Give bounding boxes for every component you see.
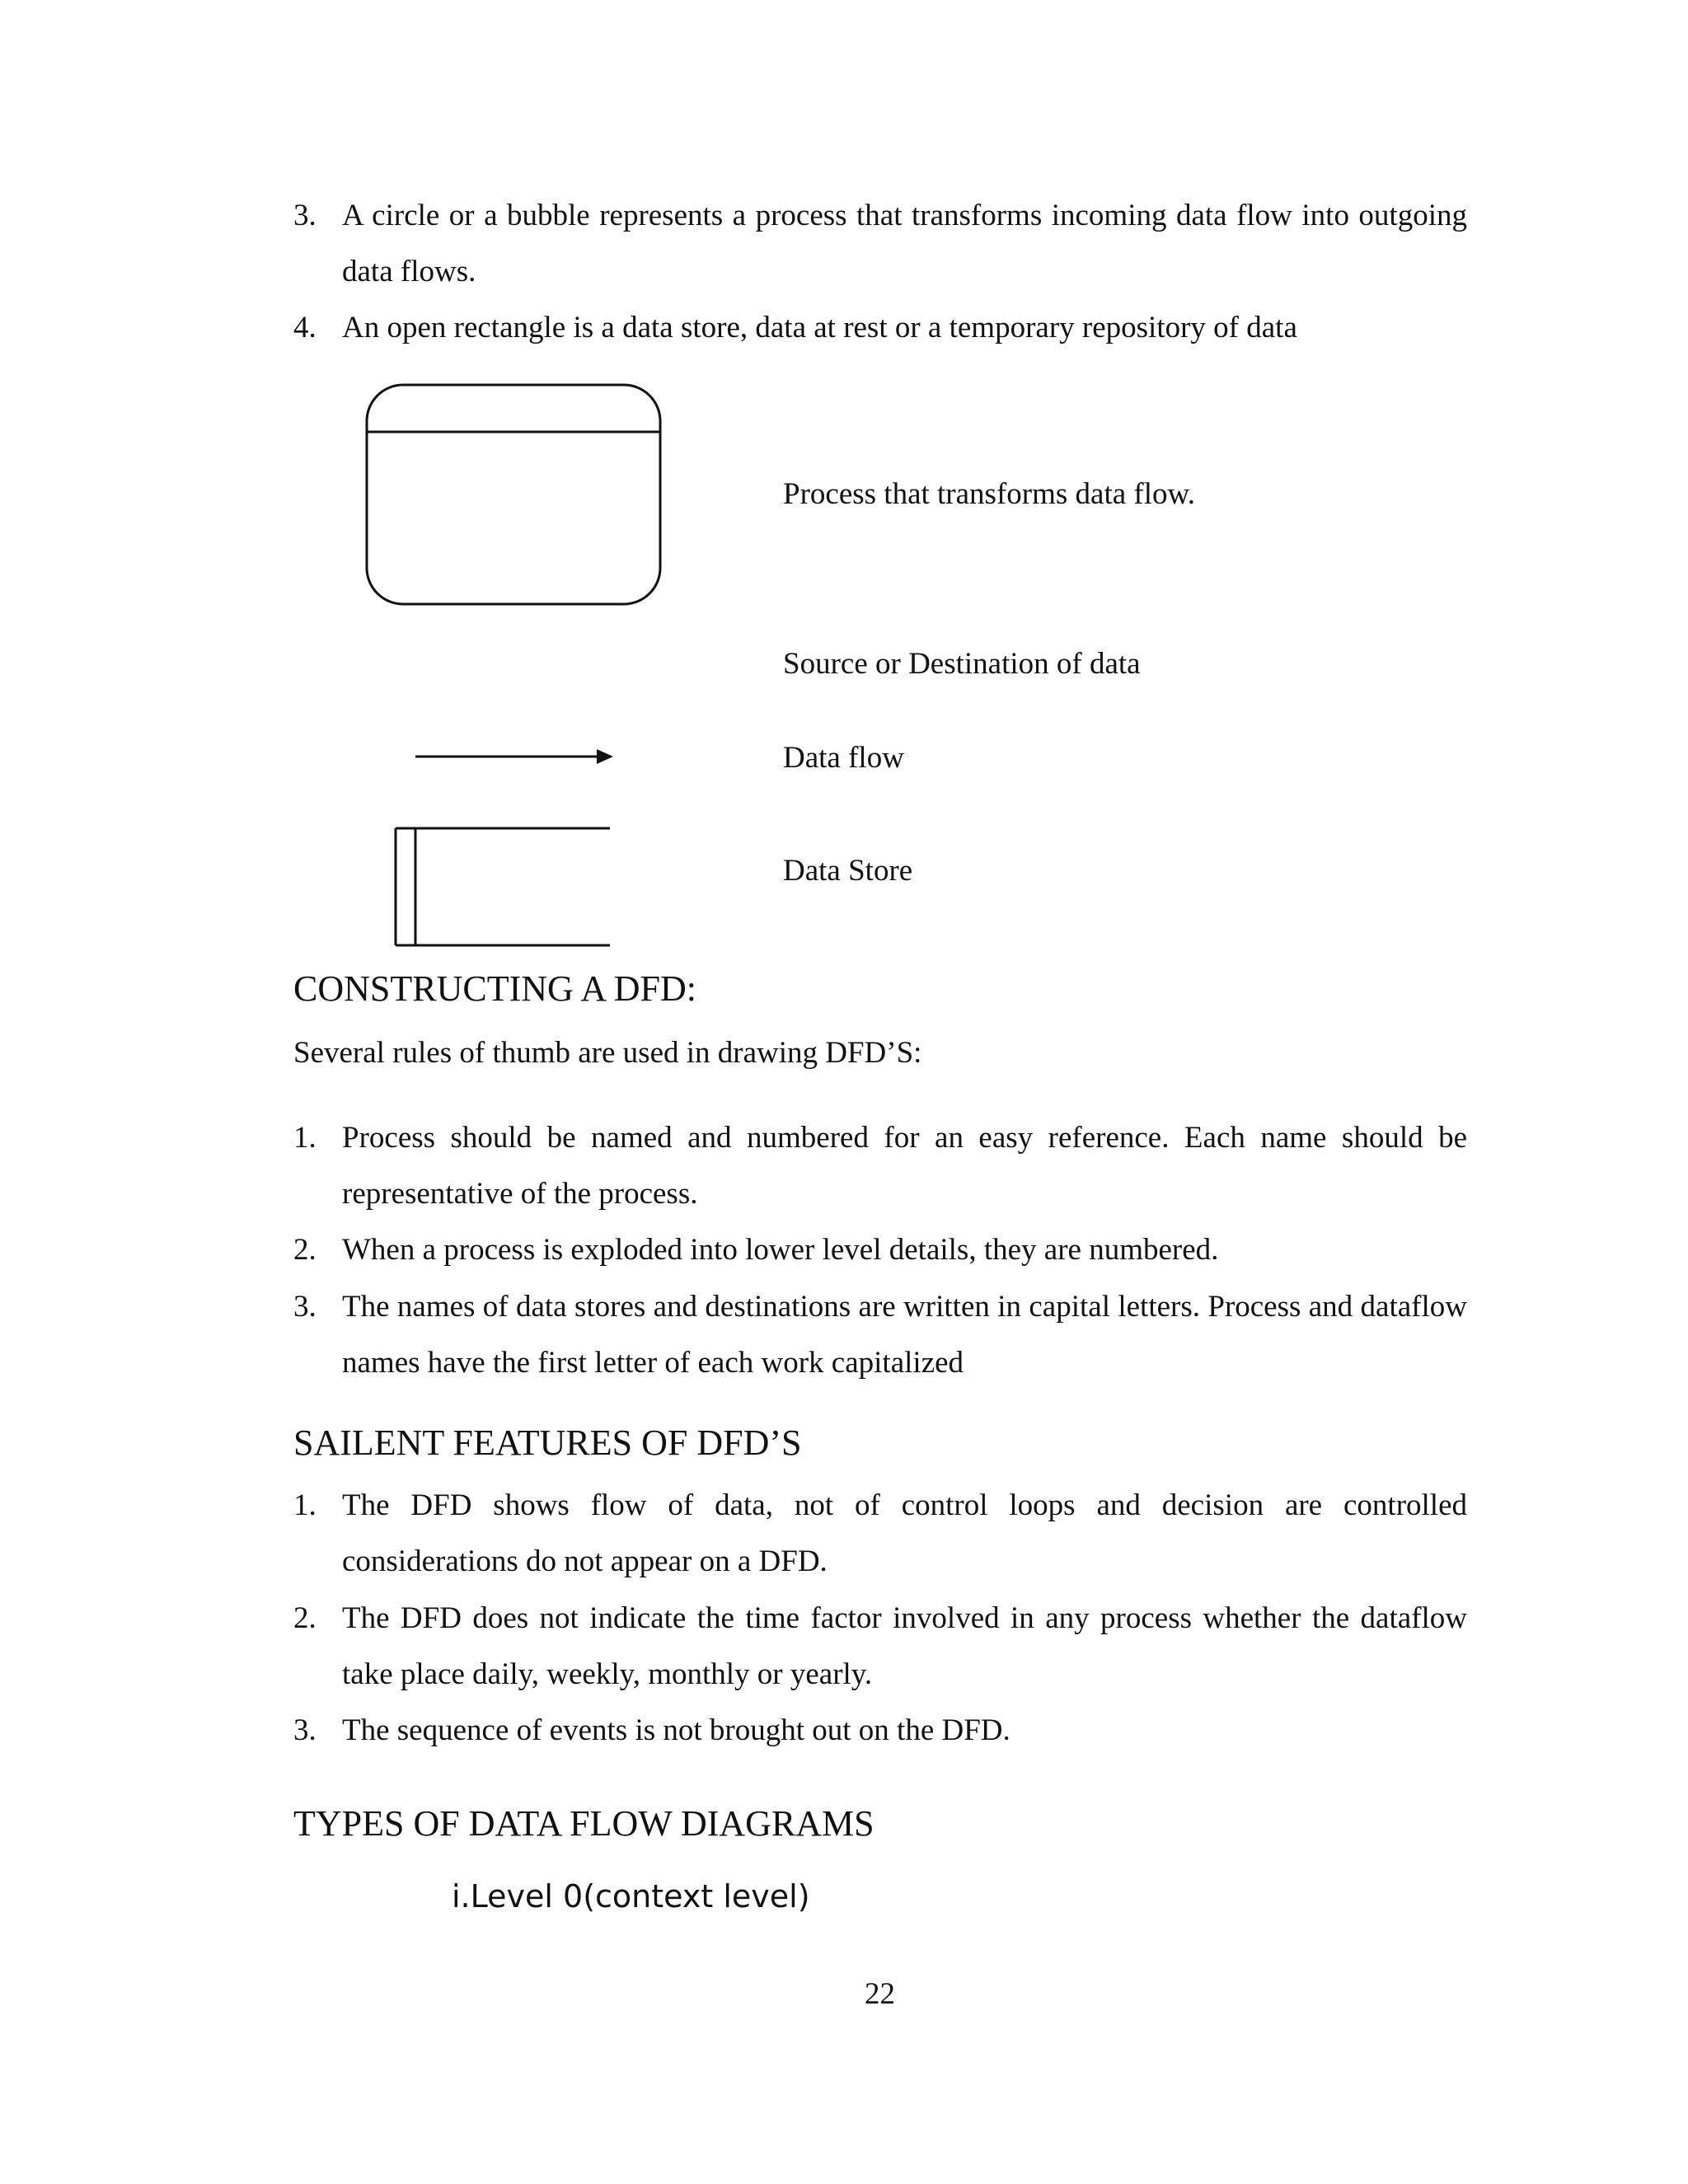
dataflow-legend-label: Data flow [783, 741, 904, 775]
list-number: 1. [293, 1121, 316, 1155]
list-item-text: The DFD shows flow of data, not of control loops and decision are controlled considerations do not appear on a DFD. [342, 1488, 1467, 1578]
list-item-text: A circle or a bubble represents a process that transforms incoming data flow into outgoing data flows. [342, 199, 1467, 288]
salient-features-heading: SAILENT FEATURES OF DFD’S [293, 1422, 802, 1463]
list-item-text: The sequence of events is not brought out on the DFD. [342, 1713, 1010, 1747]
process-legend-label: Process that transforms data flow. [783, 477, 1196, 511]
level-0-label: i.Level 0(context level) [452, 1878, 810, 1915]
data-store-symbol-icon [392, 824, 614, 949]
list-item-text: When a process is exploded into lower level details, they are numbered. [342, 1233, 1219, 1267]
source-destination-legend-label: Source or Destination of data [783, 647, 1141, 681]
list-number: 3. [293, 1290, 316, 1324]
list-number: 4. [293, 311, 316, 344]
constructing-heading: CONSTRUCTING A DFD: [293, 968, 696, 1009]
constructing-intro: Several rules of thumb are used in drawing DFD’S: [293, 1036, 922, 1070]
list-number: 1. [293, 1488, 316, 1522]
list-number: 3. [293, 1713, 316, 1747]
list-item-text: Process should be named and numbered for an easy reference. Each name should be representative of the process. [342, 1121, 1467, 1211]
list-item-text: The DFD does not indicate the time factor involved in any process whether the dataflow take place daily, weekly, monthly or yearly. [342, 1601, 1467, 1691]
list-number: 3. [293, 199, 316, 232]
process-symbol-icon [363, 381, 664, 608]
arrow-right-icon [412, 746, 618, 767]
page-number: 22 [865, 1977, 895, 2011]
datastore-legend-label: Data Store [783, 854, 913, 888]
list-item-text: An open rectangle is a data store, data at rest or a temporary repository of data [342, 311, 1297, 344]
list-number: 2. [293, 1233, 316, 1267]
list-number: 2. [293, 1601, 316, 1635]
list-item-text: The names of data stores and destinations are written in capital letters. Process and dataflow names have the first letter of each work capitalized [342, 1290, 1467, 1380]
types-heading: TYPES OF DATA FLOW DIAGRAMS [293, 1803, 874, 1844]
